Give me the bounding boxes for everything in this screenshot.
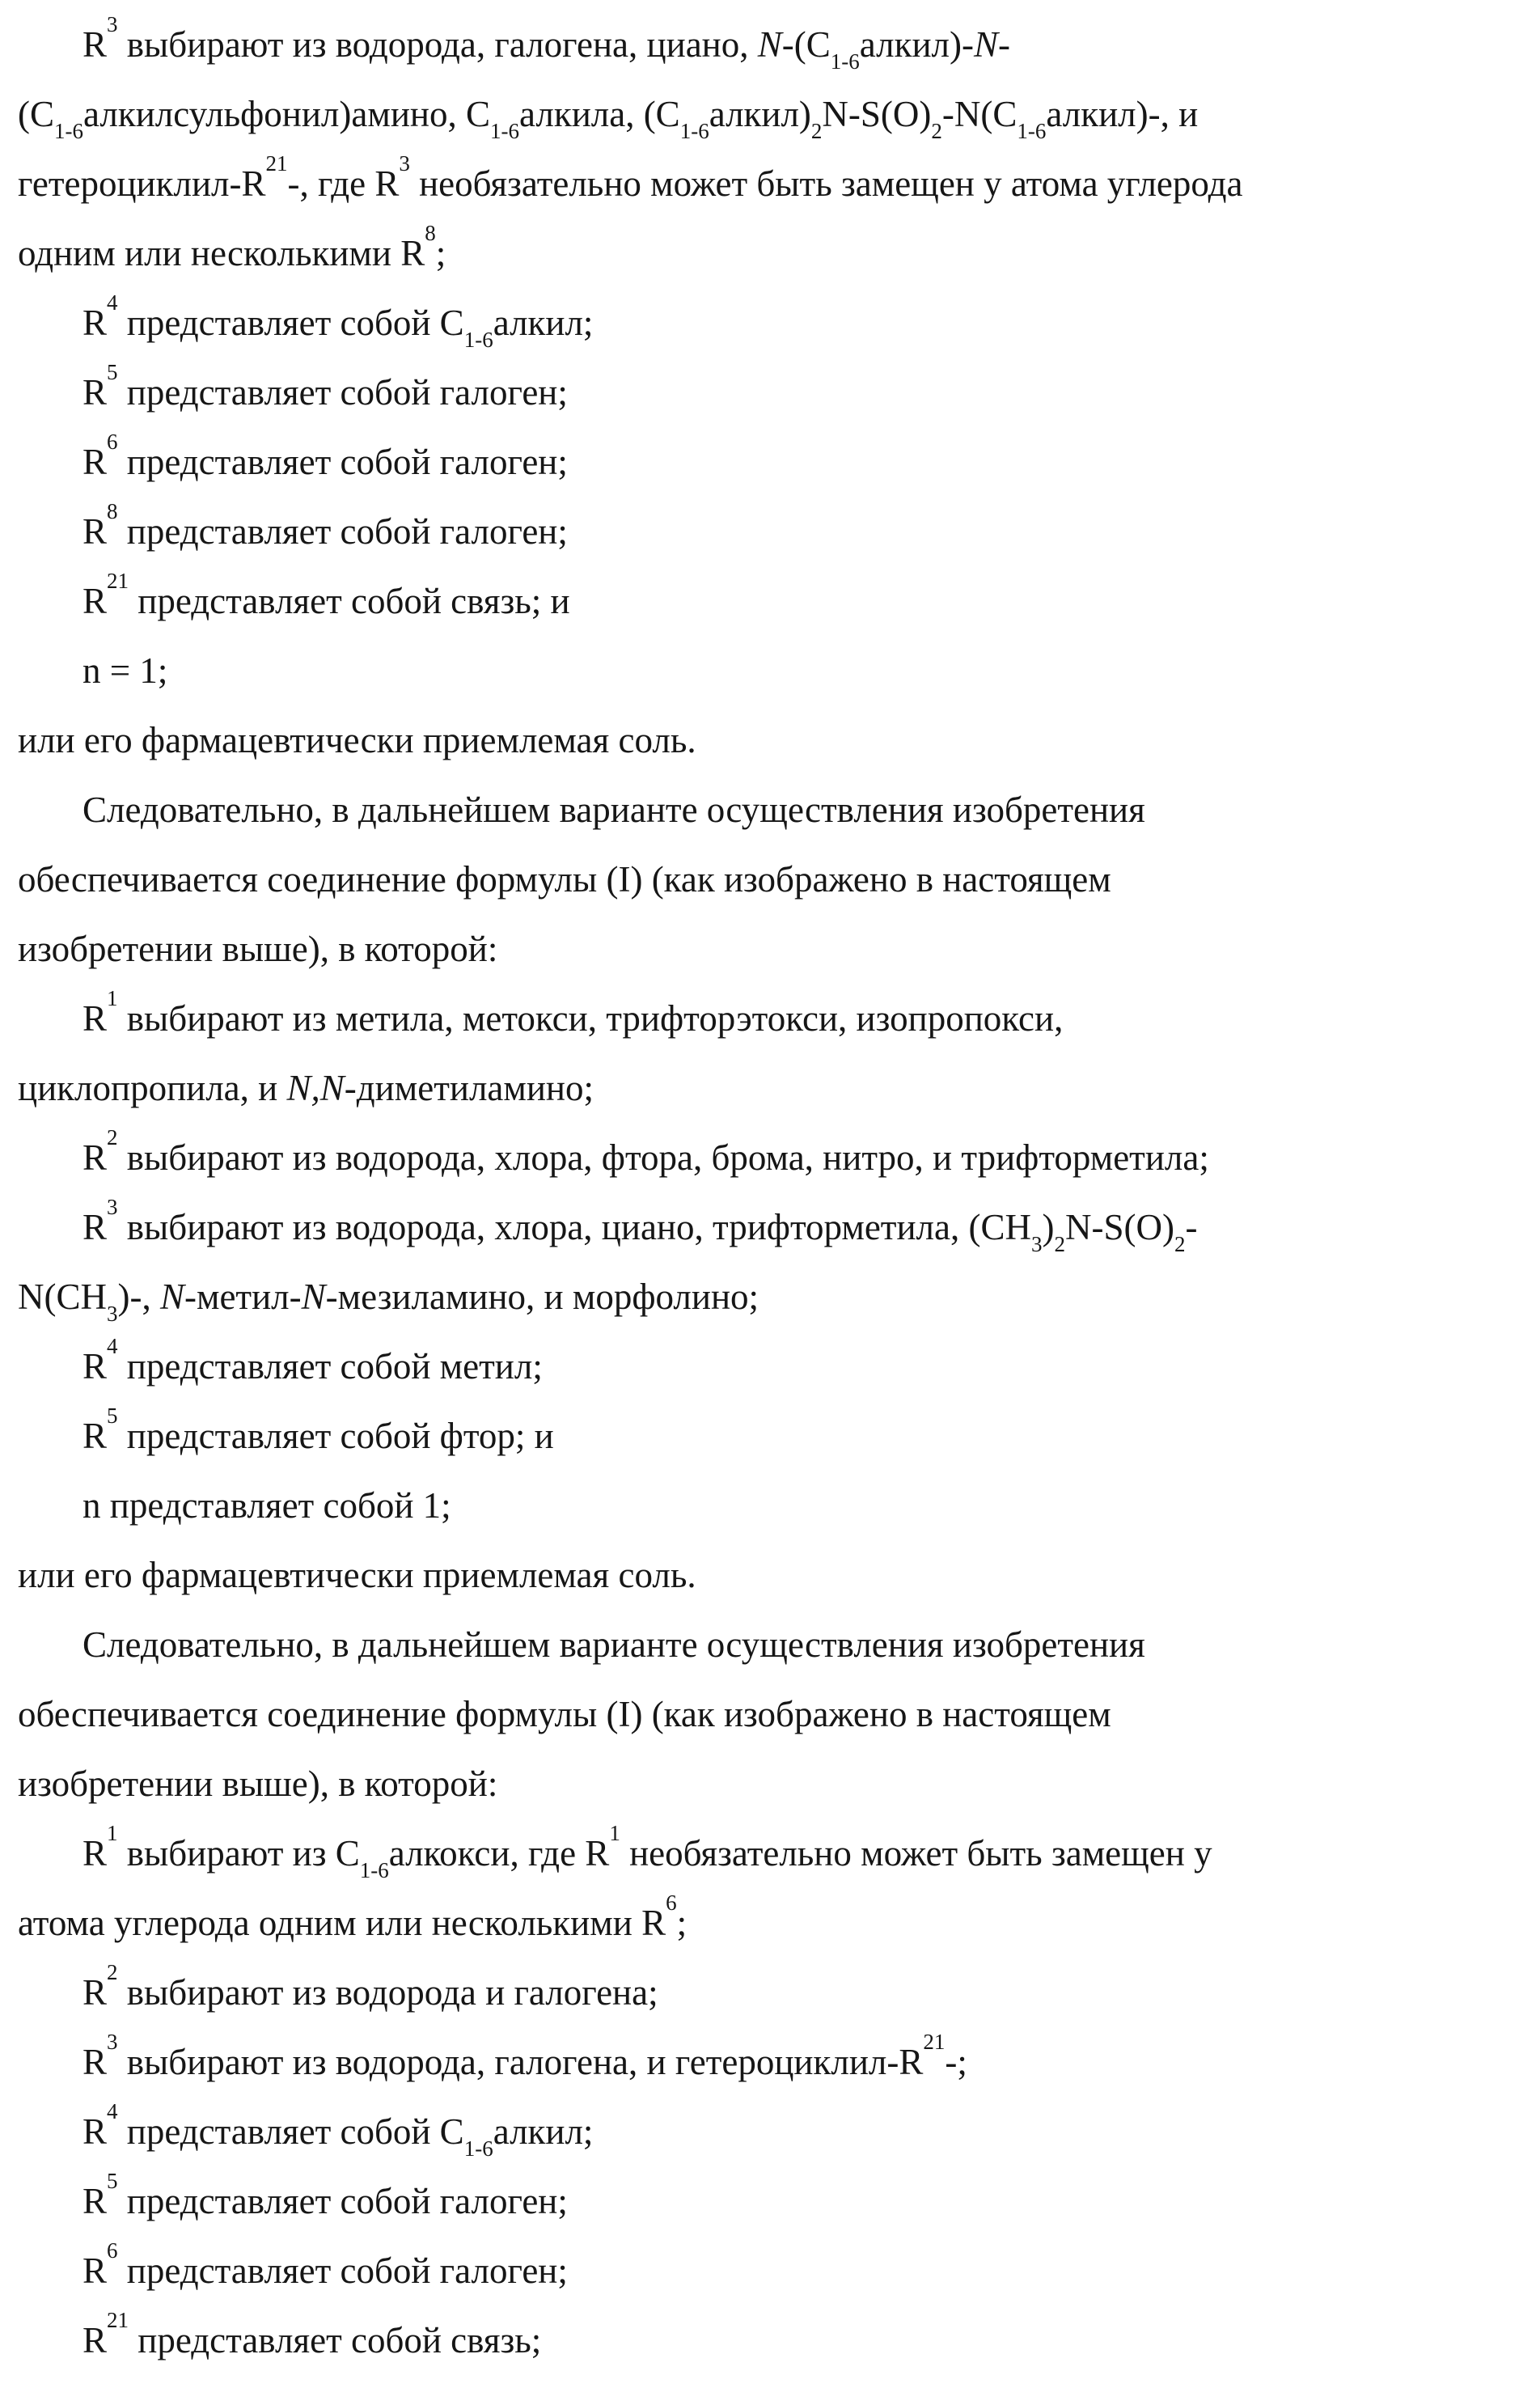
text-line (18, 566, 1516, 636)
paragraph (18, 358, 1516, 427)
text-run: представляет собой связь; и (129, 581, 570, 621)
subscript: 1-6 (1017, 119, 1047, 144)
paragraph (18, 1540, 1516, 1610)
text-run: обеспечивается соединение формулы (I) (как изображено в настоящем (18, 1694, 1111, 1734)
superscript: 8 (425, 221, 436, 246)
text-line (18, 1958, 1516, 2027)
text-run: ; (676, 1903, 688, 1943)
paragraph (18, 2027, 1516, 2097)
superscript: 1 (107, 986, 118, 1011)
text-line (18, 427, 1516, 497)
text-line (18, 636, 1516, 705)
subscript: 1-6 (463, 2136, 493, 2161)
superscript: 5 (107, 360, 118, 385)
text-run: алкила, (C (519, 94, 680, 134)
superscript: 3 (399, 151, 410, 176)
subscript: 3 (1030, 1232, 1043, 1257)
superscript: 6 (107, 2238, 118, 2263)
subscript: 1-6 (830, 49, 860, 74)
text-run: R (82, 1833, 108, 1874)
paragraph (18, 1401, 1516, 1471)
text-run: R (82, 2320, 108, 2360)
text-run: Следовательно, в дальнейшем варианте осуществления изобретения (82, 790, 1145, 830)
text-run: n = 1; (82, 650, 168, 691)
text-run: R (82, 511, 108, 552)
text-run: R (82, 2042, 108, 2082)
text-line (18, 1888, 1516, 1958)
subscript: 2 (810, 119, 823, 144)
text-run: представляет собой галоген; (117, 372, 568, 413)
text-run: атома углерода одним или несколькими R (18, 1903, 666, 1943)
superscript: 4 (107, 2099, 118, 2124)
text-run: R (82, 1137, 108, 1178)
paragraph (18, 1610, 1516, 1819)
text-run: или его фармацевтически приемлемая соль. (18, 1555, 696, 1595)
superscript: 2 (107, 1125, 118, 1150)
text-run: - (998, 24, 1010, 65)
paragraph (18, 1123, 1516, 1192)
text-line (18, 10, 1516, 79)
superscript: 1 (609, 1821, 620, 1846)
text-run: выбирают из водорода, хлора, фтора, брома, нитро, и трифторметила; (117, 1137, 1209, 1178)
text-run: алкил)-, и (1046, 94, 1199, 134)
text-line (18, 358, 1516, 427)
text-line (18, 1262, 1516, 1332)
text-run: N (973, 24, 998, 65)
superscript: 21 (107, 2308, 129, 2333)
text-line (18, 1749, 1516, 1819)
text-run: Следовательно, в дальнейшем варианте осуществления изобретения (82, 1624, 1145, 1665)
text-run: )-, (117, 1277, 160, 1317)
text-line (18, 1053, 1516, 1123)
text-line (18, 1471, 1516, 1540)
text-run: R (82, 303, 108, 343)
text-run: N (757, 24, 782, 65)
text-line (18, 1819, 1516, 1888)
text-line (18, 2166, 1516, 2236)
text-run: R (82, 998, 108, 1039)
text-run: представляет собой галоген; (117, 511, 568, 552)
superscript: 6 (666, 1890, 677, 1916)
superscript: 2 (107, 1960, 118, 1985)
superscript: 4 (107, 290, 118, 315)
paragraph (18, 775, 1516, 984)
text-run: алкил; (493, 2111, 594, 2152)
text-run: N (159, 1277, 184, 1317)
text-run: представляет собой галоген; (117, 442, 568, 482)
text-run: R (82, 24, 108, 65)
superscript: 6 (107, 430, 118, 455)
text-run: выбирают из водорода и галогена; (117, 1972, 658, 2013)
subscript: 2 (1054, 1232, 1065, 1257)
text-line (18, 288, 1516, 358)
text-run: N-S(O) (822, 94, 932, 134)
paragraph (18, 10, 1516, 288)
text-run: -метил- (184, 1277, 302, 1317)
superscript: 8 (107, 499, 118, 524)
text-run: алкилсульфонил)амино, C (83, 94, 490, 134)
text-run: изобретении выше), в которой: (18, 929, 498, 969)
text-run: обеспечивается соединение формулы (I) (как изображено в настоящем (18, 859, 1111, 900)
subscript: 3 (107, 1302, 118, 1327)
superscript: 21 (107, 569, 129, 594)
text-run: алкил)- (859, 24, 974, 65)
text-line (18, 2236, 1516, 2305)
paragraph (18, 2166, 1516, 2236)
paragraph (18, 288, 1516, 358)
text-run: выбирают из метила, метокси, трифторэтокси, изопропокси, (117, 998, 1064, 1039)
text-run: R (82, 2250, 108, 2291)
subscript: 1-6 (54, 119, 83, 144)
text-line (18, 1679, 1516, 1749)
text-run: ) (1042, 1207, 1055, 1247)
text-run: представляет собой C (117, 2111, 464, 2152)
text-run: необязательно может быть замещен у атома углерода (409, 163, 1243, 204)
text-run: N(CH (18, 1277, 107, 1317)
text-line (18, 149, 1516, 218)
text-line (18, 1332, 1516, 1401)
text-run: выбирают из водорода, галогена, циано, (117, 24, 758, 65)
text-run: R (82, 1207, 108, 1247)
text-run: представляет собой фтор; и (117, 1416, 554, 1456)
text-line (18, 1610, 1516, 1679)
text-line (18, 1192, 1516, 1262)
text-run: -мезиламино, и морфолино; (325, 1277, 759, 1317)
subscript: 1-6 (359, 1858, 389, 1883)
text-line (18, 984, 1516, 1053)
text-line (18, 497, 1516, 566)
text-run: алкил; (493, 303, 594, 343)
paragraph (18, 1192, 1516, 1332)
paragraph (18, 2097, 1516, 2166)
text-run: алкокси, где R (388, 1833, 610, 1874)
subscript: 2 (931, 119, 942, 144)
subscript: 1-6 (679, 119, 709, 144)
text-line (18, 1401, 1516, 1471)
paragraph (18, 1958, 1516, 2027)
text-run: -диметиламино; (344, 1068, 594, 1108)
text-run: R (82, 1972, 108, 2013)
text-run: (C (18, 94, 54, 134)
text-run: N (301, 1277, 326, 1317)
paragraph (18, 705, 1516, 775)
superscript: 5 (107, 2169, 118, 2194)
text-run: - (1185, 1207, 1198, 1247)
text-line (18, 1123, 1516, 1192)
paragraph (18, 984, 1516, 1123)
paragraph (18, 1819, 1516, 1958)
text-line (18, 218, 1516, 288)
text-run: алкил) (709, 94, 811, 134)
text-run: представляет собой связь; (129, 2320, 542, 2360)
text-run: -; (945, 2042, 967, 2082)
text-run: выбирают из водорода, галогена, и гетероциклил-R (117, 2042, 924, 2082)
text-line (18, 705, 1516, 775)
superscript: 21 (923, 2030, 946, 2055)
text-run: представляет собой галоген; (117, 2181, 568, 2221)
superscript: 3 (107, 12, 118, 37)
text-line (18, 775, 1516, 845)
text-run: представляет собой галоген; (117, 2250, 568, 2291)
text-run: R (82, 1416, 108, 1456)
text-run: R (82, 581, 108, 621)
text-run: гетероциклил-R (18, 163, 266, 204)
text-line (18, 79, 1516, 149)
text-line (18, 2097, 1516, 2166)
superscript: 5 (107, 1404, 118, 1429)
text-run: R (82, 2181, 108, 2221)
subscript: 1-6 (463, 328, 493, 353)
paragraph (18, 636, 1516, 705)
paragraph (18, 1471, 1516, 1540)
text-run: одним или несколькими R (18, 233, 425, 273)
text-run: представляет собой C (117, 303, 464, 343)
superscript: 3 (107, 1195, 118, 1220)
text-run: ; (435, 233, 446, 273)
text-line (18, 2027, 1516, 2097)
subscript: 2 (1174, 1232, 1186, 1257)
subscript: 1-6 (490, 119, 519, 144)
text-run: R (82, 1346, 108, 1387)
superscript: 1 (107, 1821, 118, 1846)
text-run: -N(C (941, 94, 1018, 134)
paragraph (18, 427, 1516, 497)
text-run: -, где R (287, 163, 400, 204)
text-run: R (82, 372, 108, 413)
text-line (18, 1540, 1516, 1610)
text-run: или его фармацевтически приемлемая соль. (18, 720, 696, 760)
text-run: необязательно может быть замещен у (620, 1833, 1212, 1874)
document-content (18, 10, 1516, 2375)
paragraph (18, 1332, 1516, 1401)
text-run: n представляет собой 1; (82, 1485, 451, 1526)
superscript: 4 (107, 1334, 118, 1359)
paragraph (18, 2236, 1516, 2305)
text-run: представляет собой метил; (117, 1346, 543, 1387)
text-run: изобретении выше), в которой: (18, 1763, 498, 1804)
text-run: N,N (286, 1068, 345, 1108)
superscript: 3 (107, 2030, 118, 2055)
text-line (18, 914, 1516, 984)
text-line (18, 2305, 1516, 2375)
text-run: выбирают из C (117, 1833, 360, 1874)
superscript: 21 (265, 151, 288, 176)
text-run: -(C (781, 24, 831, 65)
text-line (18, 845, 1516, 914)
text-run: R (82, 442, 108, 482)
paragraph (18, 497, 1516, 566)
paragraph (18, 2305, 1516, 2375)
paragraph (18, 566, 1516, 636)
text-run: R (82, 2111, 108, 2152)
text-run: циклопропила, и (18, 1068, 287, 1108)
text-run: N-S(O) (1064, 1207, 1174, 1247)
text-run: выбирают из водорода, хлора, циано, трифторметила, (CH (117, 1207, 1031, 1247)
